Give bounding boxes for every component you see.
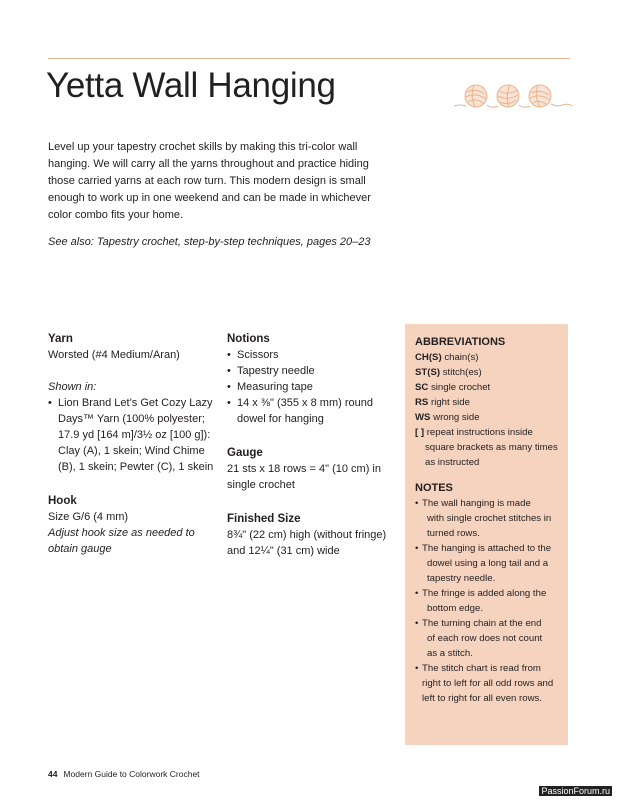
abbreviation-item: RS right side — [415, 397, 470, 408]
hook-note: Adjust hook size as needed to obtain gauge — [48, 527, 195, 555]
hook-size: Size G/6 (4 mm) — [48, 511, 129, 523]
page-number: 44 — [48, 769, 58, 779]
materials-column-right — [227, 331, 392, 559]
bullet-icon: • — [227, 349, 231, 361]
abbreviation-item: WS wrong side — [415, 412, 480, 423]
finished-size-heading: Finished Size — [227, 513, 301, 525]
bullet-icon: • — [415, 543, 419, 554]
shown-in-label: Shown in: — [48, 381, 97, 393]
hook-heading: Hook — [48, 495, 77, 507]
list-item: • 14 x ⅜" (355 x 8 mm) round dowel for hanging — [227, 397, 373, 425]
list-item: • Scissors — [227, 349, 279, 361]
list-item: • The hanging is attached to the dowel using a long tail and a tapestry needle. — [415, 543, 552, 584]
list-item: • The stitch chart is read from right to left for all odd rows and left to right for all even rows. — [415, 663, 554, 704]
notions-heading: Notions — [227, 333, 270, 345]
yarn-list — [48, 395, 218, 475]
bullet-icon: • — [415, 663, 419, 674]
see-also-note: See also: Tapestry crochet, step-by-step techniques, pages 20–23 — [48, 236, 371, 248]
list-item: • The turning chain at the end of each row does not count as a stitch. — [415, 618, 543, 659]
abbreviation-item: SC single crochet — [415, 382, 491, 393]
bullet-icon: • — [227, 365, 231, 377]
notes-heading: NOTES — [415, 482, 453, 494]
page-title: Yetta Wall Hanging — [46, 66, 336, 105]
notions-list — [227, 347, 392, 427]
list-item: • Lion Brand Let’s Get Cozy Lazy Days™ Yarn (100% polyester; 17.9 yd [164 m]/3½ oz [100 g]): Clay (A), 1 skein; Wind Chime (B), 1 skein; Pewter (C), 1 skein — [48, 397, 214, 473]
materials-column-left — [48, 331, 218, 557]
gauge-heading: Gauge — [227, 447, 263, 459]
top-rule — [48, 58, 570, 59]
abbreviation-item: ST(S) stitch(es) — [415, 367, 482, 378]
yarn-weight: Worsted (#4 Medium/Aran) — [48, 349, 180, 361]
abbreviations-heading: ABBREVIATIONS — [415, 336, 506, 348]
watermark: PassionForum.ru — [541, 786, 610, 796]
intro-paragraph: Level up your tapestry crochet skills by making this tri-color wall hanging. We will carry all the yarns throughout and practice hiding those carried yarns at each row turn. This modern design is small enough to work up in one weekend and can be made in whichever color combo fits your home. — [48, 141, 371, 221]
page-footer — [48, 769, 200, 779]
finished-size-text: 8¾" (22 cm) high (without fringe) and 12¼" (31 cm) wide — [227, 529, 387, 557]
notes-list — [415, 496, 560, 706]
abbreviation-item-brackets: [ ] repeat instructions inside square brackets as many times as instructed — [415, 427, 558, 468]
abbreviation-item: CH(S) chain(s) — [415, 352, 479, 363]
bullet-icon: • — [48, 397, 52, 409]
gauge-text: 21 sts x 18 rows = 4" (10 cm) in single crochet — [227, 463, 381, 491]
bullet-icon: • — [227, 397, 231, 409]
abbreviations-notes-sidebar — [405, 324, 568, 745]
bullet-icon: • — [415, 498, 419, 509]
list-item: • The fringe is added along the bottom edge. — [415, 588, 547, 614]
list-item: • Measuring tape — [227, 381, 313, 393]
bullet-icon: • — [415, 618, 419, 629]
bullet-icon: • — [227, 381, 231, 393]
book-title: Modern Guide to Colorwork Crochet — [63, 769, 200, 779]
yarn-balls-icon — [452, 78, 574, 110]
yarn-heading: Yarn — [48, 333, 73, 345]
bullet-icon: • — [415, 588, 419, 599]
list-item: • Tapestry needle — [227, 365, 315, 377]
list-item: • The wall hanging is made with single crochet stitches in turned rows. — [415, 498, 552, 539]
